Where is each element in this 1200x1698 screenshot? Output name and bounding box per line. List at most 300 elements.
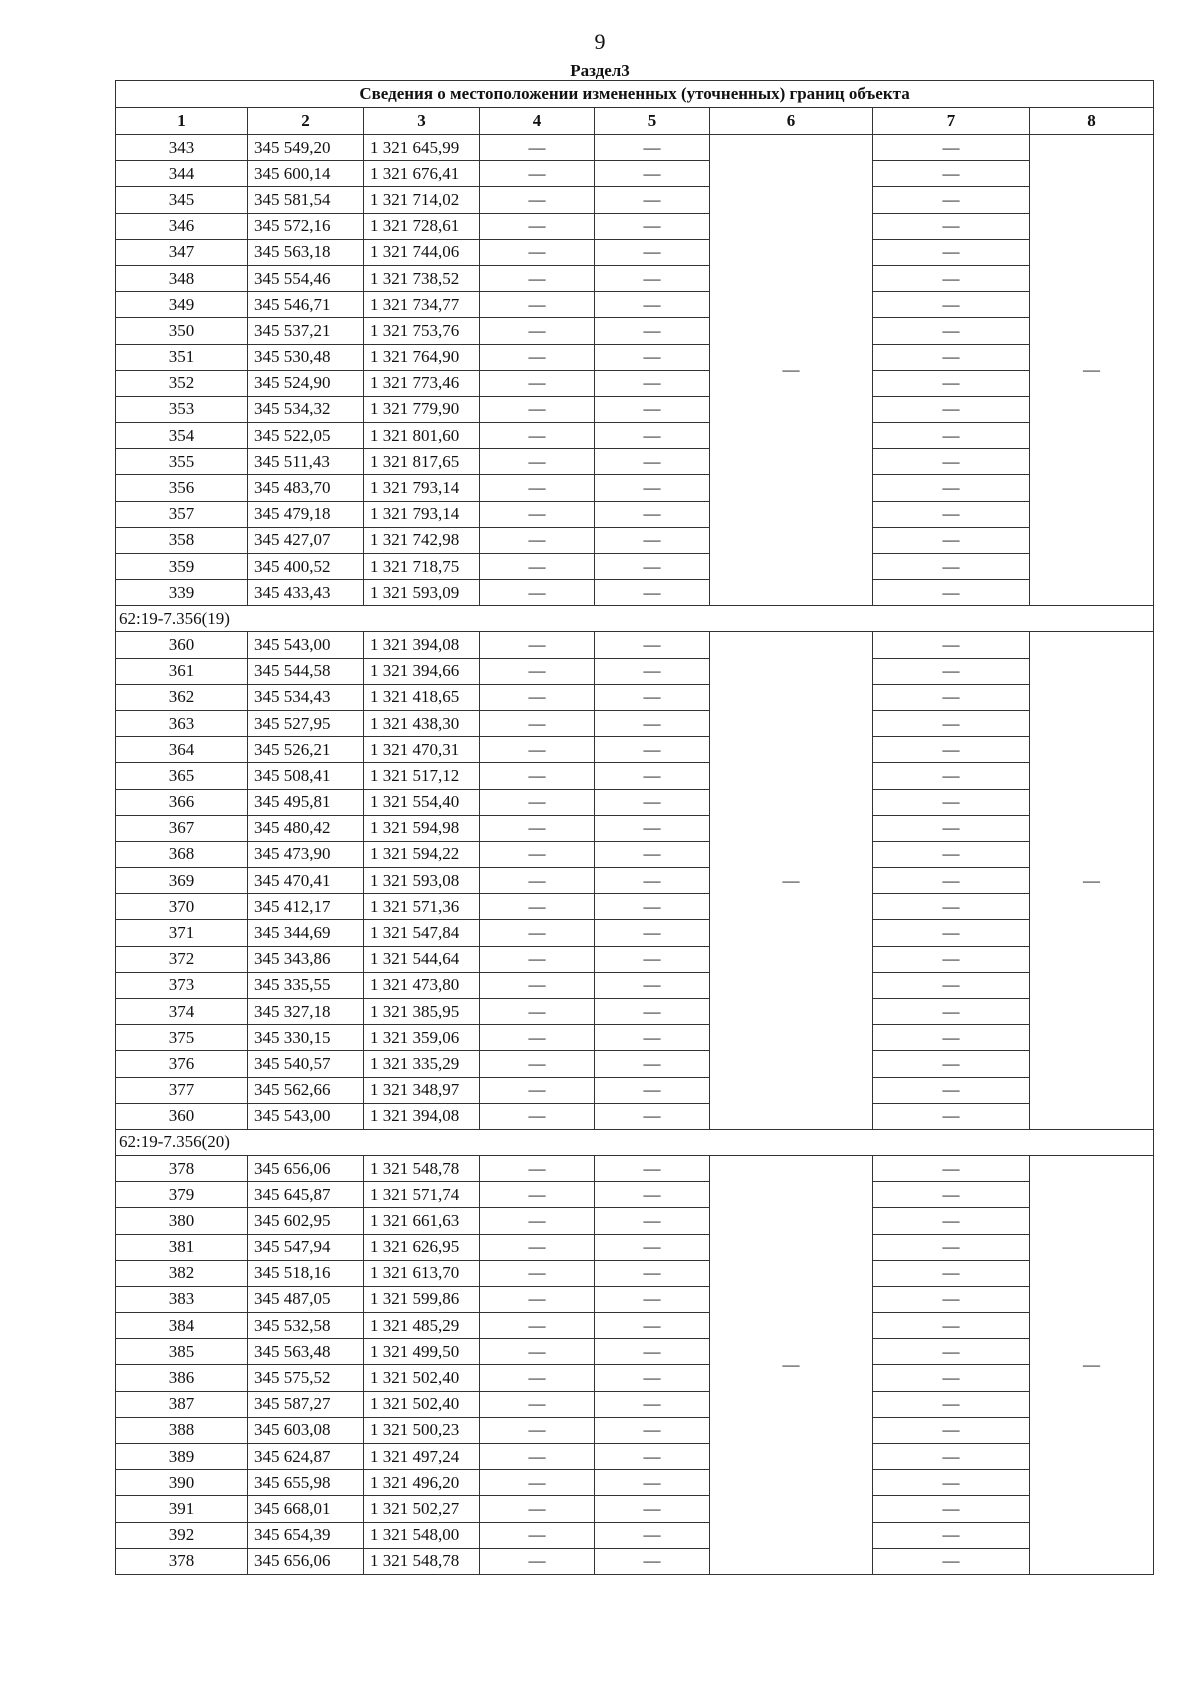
point-number-cell: 349	[116, 292, 248, 318]
point-number-cell: 378	[116, 1548, 248, 1574]
column-5-dash-cell: —	[595, 999, 710, 1025]
column-5-dash-cell: —	[595, 344, 710, 370]
column-4-dash-cell: —	[480, 920, 595, 946]
table-row	[116, 946, 1154, 972]
table-row	[116, 1496, 1154, 1522]
y-coordinate-cell: 1 321 547,84	[364, 920, 480, 946]
column-7-dash-cell: —	[873, 710, 1030, 736]
table-row	[116, 318, 1154, 344]
point-number-cell: 384	[116, 1313, 248, 1339]
column-header: 5	[595, 108, 710, 135]
column-4-dash-cell: —	[480, 135, 595, 161]
column-4-dash-cell: —	[480, 1182, 595, 1208]
column-header-row	[116, 108, 1154, 135]
point-number-cell: 391	[116, 1496, 248, 1522]
column-7-dash-cell: —	[873, 684, 1030, 710]
point-number-cell: 365	[116, 763, 248, 789]
x-coordinate-cell: 345 563,48	[248, 1339, 364, 1365]
table-row	[116, 1182, 1154, 1208]
column-5-dash-cell: —	[595, 1286, 710, 1312]
column-4-dash-cell: —	[480, 841, 595, 867]
x-coordinate-cell: 345 480,42	[248, 815, 364, 841]
point-number-cell: 390	[116, 1470, 248, 1496]
x-coordinate-cell: 345 562,66	[248, 1077, 364, 1103]
column-7-dash-cell: —	[873, 1182, 1030, 1208]
column-7-dash-cell: —	[873, 841, 1030, 867]
x-coordinate-cell: 345 543,00	[248, 632, 364, 658]
y-coordinate-cell: 1 321 496,20	[364, 1470, 480, 1496]
x-coordinate-cell: 345 473,90	[248, 841, 364, 867]
point-number-cell: 354	[116, 423, 248, 449]
y-coordinate-cell: 1 321 502,40	[364, 1365, 480, 1391]
x-coordinate-cell: 345 400,52	[248, 554, 364, 580]
column-5-dash-cell: —	[595, 1234, 710, 1260]
column-4-dash-cell: —	[480, 1444, 595, 1470]
point-number-cell: 372	[116, 946, 248, 972]
point-number-cell: 345	[116, 187, 248, 213]
table-row	[116, 789, 1154, 815]
column-5-dash-cell: —	[595, 1444, 710, 1470]
x-coordinate-cell: 345 534,43	[248, 684, 364, 710]
column-4-dash-cell: —	[480, 763, 595, 789]
y-coordinate-cell: 1 321 593,08	[364, 868, 480, 894]
section-title: Раздел3	[570, 61, 630, 80]
column-4-dash-cell: —	[480, 710, 595, 736]
column-4-dash-cell: —	[480, 1234, 595, 1260]
column-7-dash-cell: —	[873, 265, 1030, 291]
table-row	[116, 449, 1154, 475]
column-7-dash-cell: —	[873, 658, 1030, 684]
point-number-cell: 363	[116, 710, 248, 736]
table-row	[116, 161, 1154, 187]
y-coordinate-cell: 1 321 594,22	[364, 841, 480, 867]
y-coordinate-cell: 1 321 744,06	[364, 239, 480, 265]
table-row	[116, 894, 1154, 920]
point-number-cell: 382	[116, 1260, 248, 1286]
column-7-dash-cell: —	[873, 239, 1030, 265]
table-row	[116, 423, 1154, 449]
table-row	[116, 737, 1154, 763]
column-4-dash-cell: —	[480, 1025, 595, 1051]
x-coordinate-cell: 345 554,46	[248, 265, 364, 291]
column-7-dash-cell: —	[873, 1417, 1030, 1443]
y-coordinate-cell: 1 321 470,31	[364, 737, 480, 763]
table-row	[116, 658, 1154, 684]
column-4-dash-cell: —	[480, 1077, 595, 1103]
table-row	[116, 920, 1154, 946]
y-coordinate-cell: 1 321 499,50	[364, 1339, 480, 1365]
table-row	[116, 1313, 1154, 1339]
column-4-dash-cell: —	[480, 894, 595, 920]
column-7-dash-cell: —	[873, 213, 1030, 239]
column-5-dash-cell: —	[595, 1522, 710, 1548]
column-5-dash-cell: —	[595, 1391, 710, 1417]
column-7-dash-cell: —	[873, 1496, 1030, 1522]
point-number-cell: 344	[116, 161, 248, 187]
point-number-cell: 377	[116, 1077, 248, 1103]
column-4-dash-cell: —	[480, 658, 595, 684]
x-coordinate-cell: 345 668,01	[248, 1496, 364, 1522]
table-row	[116, 1417, 1154, 1443]
column-5-dash-cell: —	[595, 554, 710, 580]
x-coordinate-cell: 345 487,05	[248, 1286, 364, 1312]
point-number-cell: 376	[116, 1051, 248, 1077]
x-coordinate-cell: 345 508,41	[248, 763, 364, 789]
x-coordinate-cell: 345 575,52	[248, 1365, 364, 1391]
column-4-dash-cell: —	[480, 1470, 595, 1496]
column-4-dash-cell: —	[480, 1155, 595, 1181]
column-4-dash-cell: —	[480, 1103, 595, 1129]
x-coordinate-cell: 345 544,58	[248, 658, 364, 684]
y-coordinate-cell: 1 321 593,09	[364, 580, 480, 606]
y-coordinate-cell: 1 321 544,64	[364, 946, 480, 972]
table-row	[116, 1522, 1154, 1548]
column-8-merged-dash-cell: —	[1030, 632, 1154, 1130]
column-5-dash-cell: —	[595, 1496, 710, 1522]
point-number-cell: 388	[116, 1417, 248, 1443]
y-coordinate-cell: 1 321 793,14	[364, 501, 480, 527]
column-7-dash-cell: —	[873, 920, 1030, 946]
x-coordinate-cell: 345 483,70	[248, 475, 364, 501]
y-coordinate-cell: 1 321 385,95	[364, 999, 480, 1025]
column-header: 8	[1030, 108, 1154, 135]
column-4-dash-cell: —	[480, 999, 595, 1025]
x-coordinate-cell: 345 572,16	[248, 213, 364, 239]
column-5-dash-cell: —	[595, 580, 710, 606]
point-number-cell: 389	[116, 1444, 248, 1470]
point-number-cell: 367	[116, 815, 248, 841]
column-5-dash-cell: —	[595, 710, 710, 736]
point-number-cell: 351	[116, 344, 248, 370]
x-coordinate-cell: 345 656,06	[248, 1548, 364, 1574]
table-row	[116, 1260, 1154, 1286]
column-5-dash-cell: —	[595, 396, 710, 422]
x-coordinate-cell: 345 624,87	[248, 1444, 364, 1470]
column-7-dash-cell: —	[873, 1470, 1030, 1496]
column-4-dash-cell: —	[480, 868, 595, 894]
table-caption-row	[116, 81, 1154, 108]
column-7-dash-cell: —	[873, 1339, 1030, 1365]
y-coordinate-cell: 1 321 734,77	[364, 292, 480, 318]
point-number-cell: 361	[116, 658, 248, 684]
column-7-dash-cell: —	[873, 318, 1030, 344]
column-5-dash-cell: —	[595, 1077, 710, 1103]
column-7-dash-cell: —	[873, 370, 1030, 396]
y-coordinate-cell: 1 321 571,74	[364, 1182, 480, 1208]
column-4-dash-cell: —	[480, 1313, 595, 1339]
column-7-dash-cell: —	[873, 423, 1030, 449]
column-7-dash-cell: —	[873, 344, 1030, 370]
point-number-cell: 362	[116, 684, 248, 710]
x-coordinate-cell: 345 563,18	[248, 239, 364, 265]
y-coordinate-cell: 1 321 613,70	[364, 1260, 480, 1286]
column-4-dash-cell: —	[480, 580, 595, 606]
point-number-cell: 380	[116, 1208, 248, 1234]
table-row	[116, 1391, 1154, 1417]
column-4-dash-cell: —	[480, 1339, 595, 1365]
x-coordinate-cell: 345 537,21	[248, 318, 364, 344]
x-coordinate-cell: 345 427,07	[248, 527, 364, 553]
column-5-dash-cell: —	[595, 1051, 710, 1077]
column-4-dash-cell: —	[480, 239, 595, 265]
table-row	[116, 370, 1154, 396]
x-coordinate-cell: 345 581,54	[248, 187, 364, 213]
column-4-dash-cell: —	[480, 396, 595, 422]
column-5-dash-cell: —	[595, 135, 710, 161]
table-row	[116, 554, 1154, 580]
point-number-cell: 392	[116, 1522, 248, 1548]
point-number-cell: 373	[116, 972, 248, 998]
point-number-cell: 381	[116, 1234, 248, 1260]
y-coordinate-cell: 1 321 418,65	[364, 684, 480, 710]
column-7-dash-cell: —	[873, 580, 1030, 606]
y-coordinate-cell: 1 321 497,24	[364, 1444, 480, 1470]
x-coordinate-cell: 345 532,58	[248, 1313, 364, 1339]
table-body	[116, 135, 1154, 1575]
column-5-dash-cell: —	[595, 161, 710, 187]
column-header: 1	[116, 108, 248, 135]
column-5-dash-cell: —	[595, 1339, 710, 1365]
x-coordinate-cell: 345 656,06	[248, 1155, 364, 1181]
x-coordinate-cell: 345 479,18	[248, 501, 364, 527]
point-number-cell: 378	[116, 1155, 248, 1181]
point-number-cell: 387	[116, 1391, 248, 1417]
table-row	[116, 763, 1154, 789]
x-coordinate-cell: 345 546,71	[248, 292, 364, 318]
column-4-dash-cell: —	[480, 1365, 595, 1391]
column-4-dash-cell: —	[480, 318, 595, 344]
column-8-merged-dash-cell: —	[1030, 1155, 1154, 1574]
x-coordinate-cell: 345 655,98	[248, 1470, 364, 1496]
y-coordinate-cell: 1 321 500,23	[364, 1417, 480, 1443]
column-7-dash-cell: —	[873, 292, 1030, 318]
column-7-dash-cell: —	[873, 1025, 1030, 1051]
table-row	[116, 972, 1154, 998]
table-row	[116, 1025, 1154, 1051]
x-coordinate-cell: 345 587,27	[248, 1391, 364, 1417]
column-7-dash-cell: —	[873, 763, 1030, 789]
x-coordinate-cell: 345 549,20	[248, 135, 364, 161]
column-5-dash-cell: —	[595, 946, 710, 972]
column-4-dash-cell: —	[480, 423, 595, 449]
point-number-cell: 343	[116, 135, 248, 161]
x-coordinate-cell: 345 495,81	[248, 789, 364, 815]
table-row	[116, 501, 1154, 527]
point-number-cell: 364	[116, 737, 248, 763]
point-number-cell: 369	[116, 868, 248, 894]
point-number-cell: 358	[116, 527, 248, 553]
parcel-group-row	[116, 606, 1154, 632]
column-4-dash-cell: —	[480, 1496, 595, 1522]
y-coordinate-cell: 1 321 817,65	[364, 449, 480, 475]
table-row	[116, 187, 1154, 213]
x-coordinate-cell: 345 540,57	[248, 1051, 364, 1077]
table-row	[116, 527, 1154, 553]
column-header: 2	[248, 108, 364, 135]
table-row	[116, 1286, 1154, 1312]
y-coordinate-cell: 1 321 773,46	[364, 370, 480, 396]
x-coordinate-cell: 345 335,55	[248, 972, 364, 998]
x-coordinate-cell: 345 344,69	[248, 920, 364, 946]
x-coordinate-cell: 345 526,21	[248, 737, 364, 763]
point-number-cell: 346	[116, 213, 248, 239]
column-4-dash-cell: —	[480, 554, 595, 580]
point-number-cell: 368	[116, 841, 248, 867]
point-number-cell: 347	[116, 239, 248, 265]
y-coordinate-cell: 1 321 714,02	[364, 187, 480, 213]
point-number-cell: 357	[116, 501, 248, 527]
column-7-dash-cell: —	[873, 737, 1030, 763]
column-5-dash-cell: —	[595, 1025, 710, 1051]
column-4-dash-cell: —	[480, 161, 595, 187]
table-row	[116, 868, 1154, 894]
point-number-cell: 385	[116, 1339, 248, 1365]
x-coordinate-cell: 345 543,00	[248, 1103, 364, 1129]
column-6-merged-dash-cell: —	[710, 135, 873, 606]
table-row	[116, 1339, 1154, 1365]
column-4-dash-cell: —	[480, 501, 595, 527]
column-7-dash-cell: —	[873, 868, 1030, 894]
table-row	[116, 213, 1154, 239]
column-5-dash-cell: —	[595, 894, 710, 920]
y-coordinate-cell: 1 321 753,76	[364, 318, 480, 344]
y-coordinate-cell: 1 321 764,90	[364, 344, 480, 370]
column-7-dash-cell: —	[873, 135, 1030, 161]
column-5-dash-cell: —	[595, 1103, 710, 1129]
column-5-dash-cell: —	[595, 501, 710, 527]
y-coordinate-cell: 1 321 793,14	[364, 475, 480, 501]
column-5-dash-cell: —	[595, 475, 710, 501]
x-coordinate-cell: 345 602,95	[248, 1208, 364, 1234]
column-4-dash-cell: —	[480, 1522, 595, 1548]
column-7-dash-cell: —	[873, 396, 1030, 422]
column-7-dash-cell: —	[873, 1365, 1030, 1391]
column-4-dash-cell: —	[480, 1286, 595, 1312]
boundary-coordinates-table	[115, 80, 1154, 1575]
column-5-dash-cell: —	[595, 920, 710, 946]
point-number-cell: 348	[116, 265, 248, 291]
y-coordinate-cell: 1 321 548,78	[364, 1548, 480, 1574]
column-7-dash-cell: —	[873, 946, 1030, 972]
column-7-dash-cell: —	[873, 894, 1030, 920]
x-coordinate-cell: 345 470,41	[248, 868, 364, 894]
column-header: 3	[364, 108, 480, 135]
point-number-cell: 383	[116, 1286, 248, 1312]
column-7-dash-cell: —	[873, 475, 1030, 501]
y-coordinate-cell: 1 321 394,08	[364, 632, 480, 658]
column-5-dash-cell: —	[595, 449, 710, 475]
column-7-dash-cell: —	[873, 972, 1030, 998]
x-coordinate-cell: 345 547,94	[248, 1234, 364, 1260]
column-5-dash-cell: —	[595, 763, 710, 789]
point-number-cell: 379	[116, 1182, 248, 1208]
x-coordinate-cell: 345 433,43	[248, 580, 364, 606]
x-coordinate-cell: 345 524,90	[248, 370, 364, 396]
y-coordinate-cell: 1 321 502,40	[364, 1391, 480, 1417]
table-row	[116, 265, 1154, 291]
column-5-dash-cell: —	[595, 868, 710, 894]
column-4-dash-cell: —	[480, 1417, 595, 1443]
column-5-dash-cell: —	[595, 292, 710, 318]
point-number-cell: 386	[116, 1365, 248, 1391]
column-5-dash-cell: —	[595, 239, 710, 265]
column-header: 6	[710, 108, 873, 135]
table-row	[116, 344, 1154, 370]
column-7-dash-cell: —	[873, 161, 1030, 187]
table-row	[116, 1365, 1154, 1391]
y-coordinate-cell: 1 321 394,08	[364, 1103, 480, 1129]
column-5-dash-cell: —	[595, 1182, 710, 1208]
x-coordinate-cell: 345 530,48	[248, 344, 364, 370]
column-7-dash-cell: —	[873, 999, 1030, 1025]
table-row	[116, 632, 1154, 658]
column-4-dash-cell: —	[480, 475, 595, 501]
x-coordinate-cell: 345 343,86	[248, 946, 364, 972]
column-4-dash-cell: —	[480, 449, 595, 475]
column-4-dash-cell: —	[480, 789, 595, 815]
table-row	[116, 1155, 1154, 1181]
column-4-dash-cell: —	[480, 1260, 595, 1286]
y-coordinate-cell: 1 321 485,29	[364, 1313, 480, 1339]
column-4-dash-cell: —	[480, 1548, 595, 1574]
column-7-dash-cell: —	[873, 1051, 1030, 1077]
table-row	[116, 1548, 1154, 1574]
column-6-merged-dash-cell: —	[710, 632, 873, 1130]
y-coordinate-cell: 1 321 779,90	[364, 396, 480, 422]
table-row	[116, 239, 1154, 265]
table-row	[116, 1234, 1154, 1260]
column-5-dash-cell: —	[595, 658, 710, 684]
table-row	[116, 1444, 1154, 1470]
x-coordinate-cell: 345 654,39	[248, 1522, 364, 1548]
y-coordinate-cell: 1 321 661,63	[364, 1208, 480, 1234]
column-7-dash-cell: —	[873, 1286, 1030, 1312]
column-4-dash-cell: —	[480, 684, 595, 710]
column-7-dash-cell: —	[873, 501, 1030, 527]
column-7-dash-cell: —	[873, 1548, 1030, 1574]
column-5-dash-cell: —	[595, 423, 710, 449]
column-4-dash-cell: —	[480, 632, 595, 658]
table-row	[116, 1103, 1154, 1129]
table-row	[116, 475, 1154, 501]
table-caption: Сведения о местоположении измененных (уточненных) границ объекта	[116, 81, 1154, 108]
column-4-dash-cell: —	[480, 370, 595, 396]
column-4-dash-cell: —	[480, 972, 595, 998]
column-header: 7	[873, 108, 1030, 135]
x-coordinate-cell: 345 412,17	[248, 894, 364, 920]
column-5-dash-cell: —	[595, 1548, 710, 1574]
point-number-cell: 370	[116, 894, 248, 920]
column-7-dash-cell: —	[873, 1077, 1030, 1103]
column-7-dash-cell: —	[873, 554, 1030, 580]
table-row	[116, 1051, 1154, 1077]
point-number-cell: 360	[116, 1103, 248, 1129]
column-5-dash-cell: —	[595, 1155, 710, 1181]
table-row	[116, 684, 1154, 710]
y-coordinate-cell: 1 321 554,40	[364, 789, 480, 815]
table-row	[116, 1470, 1154, 1496]
column-4-dash-cell: —	[480, 265, 595, 291]
column-5-dash-cell: —	[595, 187, 710, 213]
x-coordinate-cell: 345 327,18	[248, 999, 364, 1025]
table-row	[116, 815, 1154, 841]
table-row	[116, 580, 1154, 606]
column-7-dash-cell: —	[873, 1234, 1030, 1260]
y-coordinate-cell: 1 321 548,00	[364, 1522, 480, 1548]
boundary-coordinates-table-container	[115, 80, 1153, 1575]
column-7-dash-cell: —	[873, 789, 1030, 815]
table-row	[116, 396, 1154, 422]
